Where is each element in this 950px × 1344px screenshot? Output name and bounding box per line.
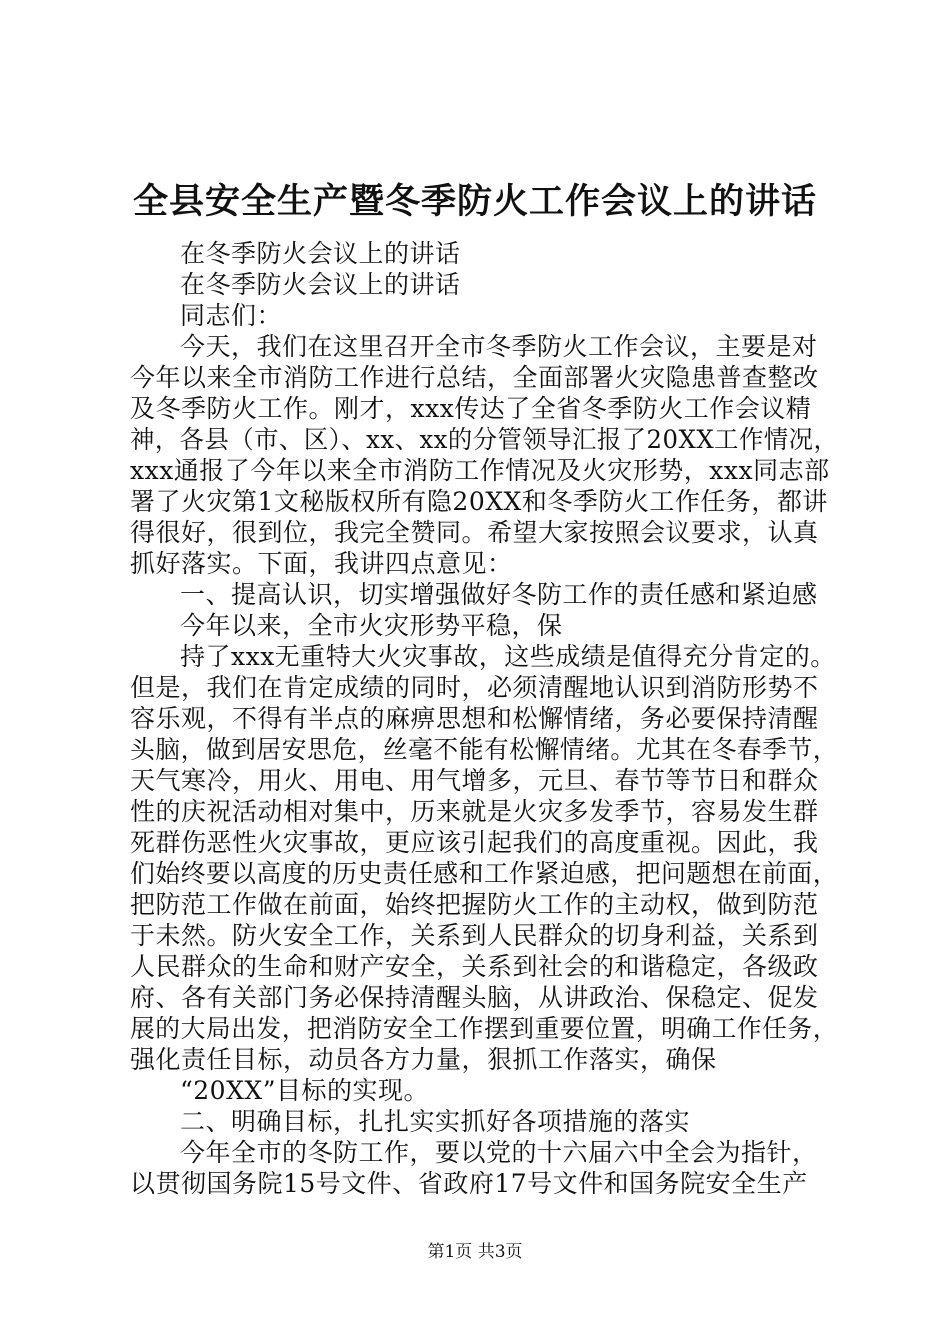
paragraph-line: 把防范工作做在前面，始终把握防火工作的主动权，做到防范 [130,890,819,919]
paragraph-line: xxx通报了今年以来全市消防工作情况及火灾形势，xxx同志部 [130,456,830,485]
paragraph-line: 但是，我们在肯定成绩的同时，必须清醒地认识到消防形势不 [130,673,819,702]
paragraph-line: 死群伤恶性火灾事故，更应该引起我们的高度重视。因此，我 [130,828,819,857]
paragraph-line: 署了火灾第1文秘版权所有隐20XX和冬季防火工作任务，都讲 [130,487,828,516]
section-heading: 二、明确目标，扎扎实实抓好各项措施的落实 [180,1107,691,1136]
paragraph-line: 今年全市的冬防工作，要以党的十六届六中全会为指针， [180,1138,818,1167]
paragraph-line: 展的大局出发，把消防安全工作摆到重要位置，明确工作任务， [130,1014,839,1043]
paragraph-line: 于未然。防火安全工作，关系到人民群众的切身利益，关系到 [130,921,819,950]
subtitle-line: 在冬季防火会议上的讲话 [180,239,461,268]
paragraph-line: 们始终要以高度的历史责任感和工作紧迫感，把问题想在前面， [130,859,839,888]
paragraph-line: 头脑，做到居安思危，丝毫不能有松懈情绪。尤其在冬春季节， [130,735,839,764]
section-heading: 一、提高认识，切实增强做好冬防工作的责任感和紧迫感 [180,580,818,609]
paragraph-line: 容乐观，不得有半点的麻痹思想和松懈情绪，务必要保持清醒 [130,704,819,733]
paragraph-line: 府、各有关部门务必保持清醒头脑，从讲政治、保稳定、促发 [130,983,819,1012]
paragraph-line: 今年以来，全市火灾形势平稳，保 [180,611,563,640]
paragraph-line: 今年以来全市消防工作进行总结，全面部署火灾隐患普查整改 [130,363,819,392]
paragraph-line: 持了xxx无重特大火灾事故，这些成绩是值得充分肯定的。 [180,642,836,671]
paragraph-line: 今天，我们在这里召开全市冬季防火工作会议，主要是对 [180,332,818,361]
paragraph-line: 得很好，很到位，我完全赞同。希望大家按照会议要求，认真 [130,518,819,547]
document-title: 全县安全生产暨冬季防火工作会议上的讲话 [132,181,817,222]
paragraph-line: 及冬季防火工作。刚才，xxx传达了全省冬季防火工作会议精 [130,394,812,423]
paragraph-line: 天气寒冷，用火、用电、用气增多，元旦、春节等节日和群众 [130,766,819,795]
salutation: 同志们： [180,301,283,330]
page-number: 第1页 共3页 [427,1242,523,1262]
paragraph-line: 强化责任目标，动员各方力量，狠抓工作落实，确保 [130,1045,717,1074]
paragraph-line: 以贯彻国务院15号文件、省政府17号文件和国务院安全生产 [130,1169,808,1198]
paragraph-line: 人民群众的生命和财产安全，关系到社会的和谐稳定，各级政 [130,952,819,981]
paragraph-line: 性的庆祝活动相对集中，历来就是火灾多发季节，容易发生群 [130,797,819,826]
paragraph-line: “20XX”目标的实现。 [180,1076,429,1105]
subtitle-line: 在冬季防火会议上的讲话 [180,270,461,299]
paragraph-line: 神，各县（市、区）、xx、xx的分管领导汇报了20XX工作情况， [130,425,839,454]
paragraph-line: 抓好落实。下面，我讲四点意见： [130,549,513,578]
